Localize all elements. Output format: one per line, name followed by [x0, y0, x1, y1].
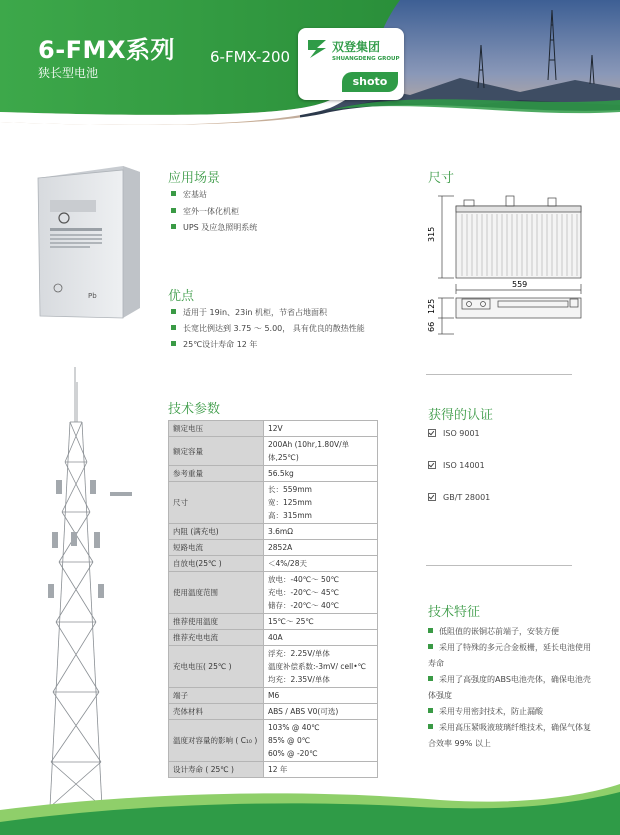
certification-label: ISO 9001 [443, 429, 480, 438]
divider [426, 565, 572, 566]
length-dimension: 559 [512, 280, 528, 289]
spec-value-line: 宽：125mm [268, 498, 312, 507]
spec-value [264, 437, 378, 466]
spec-row [169, 421, 378, 437]
logo-shoto: shoto [342, 72, 398, 92]
spec-value [264, 524, 378, 540]
spec-value-line: 15℃～ 25℃ [268, 617, 314, 626]
advantage-item: 长宽比例达到 3.75 ～ 5.00， 具有优良的散热性能 [171, 323, 365, 334]
logo-mark-icon [305, 36, 329, 60]
spec-value [264, 614, 378, 630]
spec-key: 自放电(25℃ ) [169, 556, 264, 572]
spec-value-line: 长：559mm [268, 485, 312, 494]
spec-row [169, 630, 378, 646]
spec-value [264, 572, 378, 614]
model-number: 6-FMX-200 [210, 48, 291, 66]
bullet-icon [428, 628, 433, 633]
spec-value-line: M6 [268, 691, 280, 700]
spec-table [168, 420, 378, 778]
spec-value [264, 688, 378, 704]
svg-text:Pb: Pb [88, 292, 97, 300]
feature-text: 采用高压紧吸液玻璃纤维技术，确保气体复合效率 99% 以上 [428, 723, 591, 748]
spec-row [169, 720, 378, 762]
spec-value-line: 2852A [268, 543, 293, 552]
feature-item [428, 672, 596, 704]
terminal-dimension: 66 [427, 321, 436, 332]
logo-chinese: 双登集团 [332, 40, 381, 54]
application-item: 宏基站 [171, 189, 207, 200]
spec-value-line: 充电：-20℃～ 45℃ [268, 588, 340, 597]
check-icon [428, 493, 436, 501]
spec-row [169, 482, 378, 524]
certification-label: ISO 14001 [443, 461, 485, 470]
spec-row [169, 614, 378, 630]
check-icon [428, 429, 436, 437]
spec-row [169, 524, 378, 540]
page-subtitle: 狭长型电池 [38, 66, 99, 80]
spec-key: 温度对容量的影响 ( C₁₀ ) [169, 720, 264, 762]
check-icon [428, 461, 436, 469]
spec-value-line: 放电：-40℃～ 50℃ [268, 575, 340, 584]
spec-value [264, 630, 378, 646]
spec-value-line: 12 年 [268, 765, 288, 774]
dimensions-title: 尺寸 [428, 171, 455, 186]
bullet-icon [428, 724, 433, 729]
spec-value-line: 85% @ 0℃ [268, 736, 311, 745]
advantages-title: 优点 [168, 289, 195, 304]
applications-title: 应用场景 [168, 171, 221, 186]
feature-item [428, 624, 596, 640]
spec-row [169, 540, 378, 556]
feature-item [428, 720, 596, 752]
advantage-item: 25℃设计寿命 12 年 [171, 339, 257, 350]
brand-logo [298, 28, 404, 100]
bullet-icon [428, 708, 433, 713]
page-title: 6-FMX系列 [38, 36, 175, 64]
spec-value [264, 704, 378, 720]
spec-value-line: 高：315mm [268, 511, 312, 520]
spec-value-line: ABS / ABS V0(可选) [268, 707, 339, 716]
spec-key: 额定容量 [169, 437, 264, 466]
header-banner [0, 0, 620, 135]
certifications-title: 获得的认证 [428, 408, 494, 423]
spec-value [264, 720, 378, 762]
footer-wave [0, 780, 620, 835]
spec-key: 使用温度范围 [169, 572, 264, 614]
spec-value-line: 60% @ -20℃ [268, 749, 318, 758]
spec-row [169, 688, 378, 704]
advantage-item: 适用于 19in、23in 机柜，节省占地面积 [171, 307, 327, 318]
spec-key: 额定电压 [169, 421, 264, 437]
features-title: 技术特征 [428, 605, 481, 620]
features-list [428, 624, 596, 752]
spec-key: 充电电压( 25℃ ) [169, 646, 264, 688]
spec-value-line: 储存：-20℃～ 40℃ [268, 601, 340, 610]
spec-value [264, 482, 378, 524]
feature-text: 低阻值的嵌铜芯前端子，安装方便 [439, 627, 559, 636]
feature-item [428, 640, 596, 672]
spec-value-line: 103% @ 40℃ [268, 723, 320, 732]
spec-value-line: 12V [268, 424, 283, 433]
application-item: UPS 及应急照明系统 [171, 222, 257, 233]
feature-text: 采用了特殊的多元合金板栅，延长电池使用寿命 [428, 643, 591, 668]
spec-value [264, 466, 378, 482]
spec-key: 端子 [169, 688, 264, 704]
divider [426, 374, 572, 375]
spec-row [169, 646, 378, 688]
spec-key: 尺寸 [169, 482, 264, 524]
feature-text: 采用专用密封技术，防止漏酸 [439, 707, 543, 716]
spec-value-line: ＜4%/28天 [268, 559, 307, 568]
height-dimension: 315 [427, 226, 436, 242]
application-item: 室外一体化机柜 [171, 206, 239, 217]
logo-english: SHUANGDENG GROUP [332, 56, 400, 62]
feature-text: 采用了高强度的ABS电池壳体，确保电池壳体强度 [428, 675, 591, 700]
spec-key: 参考重量 [169, 466, 264, 482]
spec-value-line: 温度补偿系数:-3mV/ cell•℃ [268, 662, 367, 671]
spec-key: 壳体材料 [169, 704, 264, 720]
spec-value [264, 540, 378, 556]
certification-item [428, 493, 490, 502]
bullet-icon [428, 676, 433, 681]
spec-row [169, 572, 378, 614]
spec-value [264, 762, 378, 778]
spec-value [264, 556, 378, 572]
certification-item [428, 429, 480, 438]
spec-key: 设计寿命 ( 25℃ ) [169, 762, 264, 778]
feature-item [428, 704, 596, 720]
spec-key: 推荐使用温度 [169, 614, 264, 630]
certification-label: GB/T 28001 [443, 493, 491, 502]
telecom-tower-image [30, 362, 150, 812]
spec-value-line: 均充：2.35V/单体 [268, 675, 330, 684]
spec-value [264, 421, 378, 437]
spec-row [169, 704, 378, 720]
specs-title: 技术参数 [168, 402, 221, 417]
spec-row [169, 466, 378, 482]
spec-row [169, 556, 378, 572]
battery-product-image [28, 158, 148, 328]
spec-value [264, 646, 378, 688]
spec-value-line: 3.6mΩ [268, 527, 293, 536]
spec-row [169, 762, 378, 778]
dimension-drawing [420, 186, 590, 346]
spec-value-line: 200Ah (10hr,1.80V/单体,25℃) [268, 440, 350, 462]
certification-item [428, 461, 485, 470]
spec-row [169, 437, 378, 466]
spec-key: 推荐充电电流 [169, 630, 264, 646]
spec-value-line: 40A [268, 633, 283, 642]
spec-key: 内阻 (满充电) [169, 524, 264, 540]
width-dimension: 125 [427, 298, 436, 314]
spec-value-line: 56.5kg [268, 469, 294, 478]
spec-value-line: 浮充：2.25V/单体 [268, 649, 330, 658]
spec-key: 短路电流 [169, 540, 264, 556]
bullet-icon [428, 644, 433, 649]
